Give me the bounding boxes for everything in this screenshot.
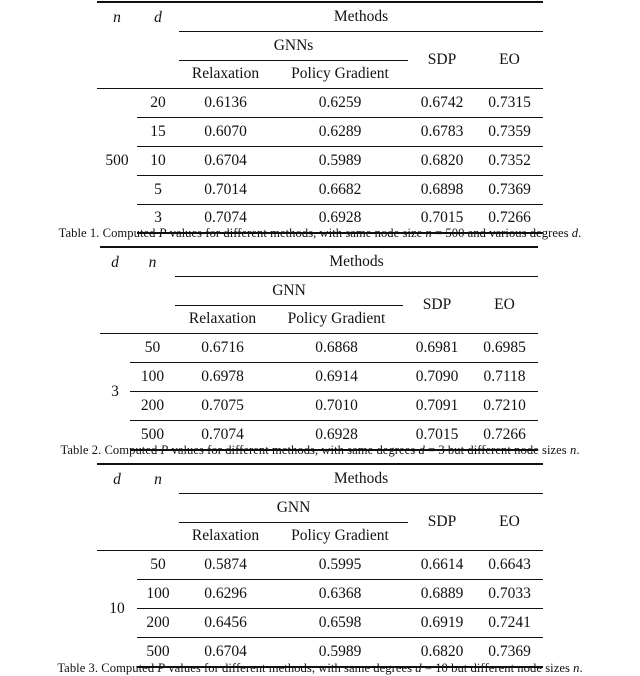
value-cell: 0.7359: [476, 118, 543, 147]
sdp-header: SDP: [427, 513, 457, 531]
value-cell: 0.7015: [408, 204, 476, 233]
parameter-cell: 200: [130, 391, 175, 420]
row-variable-header: d: [97, 464, 137, 551]
value-cell: 0.7369: [476, 637, 543, 666]
parameter-cell: 5: [137, 175, 179, 204]
header-row: [100, 247, 538, 276]
value-cell: 0.6919: [408, 608, 476, 637]
header-row: [97, 2, 543, 31]
table-row: [97, 551, 543, 580]
caption-segment: P: [158, 226, 167, 240]
value-cell: 0.7074: [179, 204, 272, 233]
value-cell: 0.5995: [272, 551, 408, 580]
column-variable-header: d: [137, 2, 179, 89]
value-cell: 0.7033: [476, 580, 543, 609]
value-cell: 0.7010: [270, 391, 403, 420]
value-cell: 0.6716: [175, 334, 270, 363]
eo-header: EO: [494, 296, 515, 314]
value-cell: 0.5989: [272, 146, 408, 175]
parameter-cell: 10: [137, 146, 179, 175]
caption-segment: P: [157, 661, 166, 675]
policy-gradient-header: Policy Gradient: [287, 310, 386, 328]
parameter-cell: 100: [130, 363, 175, 392]
header-row: [97, 464, 543, 493]
value-cell: 0.6928: [272, 204, 408, 233]
caption-segment: d: [571, 226, 579, 240]
value-cell: 0.6136: [179, 89, 272, 118]
caption-segment: n: [573, 661, 580, 675]
table-row: [97, 608, 543, 637]
results-table-1: [97, 1, 543, 234]
parameter-cell: 20: [137, 89, 179, 118]
value-cell: 0.7352: [476, 146, 543, 175]
caption-segment: Table 2. Computed: [60, 443, 161, 457]
parameter-cell: 500: [137, 637, 179, 666]
methods-header: Methods: [175, 247, 538, 276]
table-row: [100, 391, 538, 420]
table-row: [97, 580, 543, 609]
row-variable-header: d: [100, 247, 130, 334]
caption-segment: .: [578, 226, 582, 240]
table-row: [97, 89, 543, 118]
caption-segment: = 3 but different node sizes: [424, 443, 570, 457]
caption-segment: Table 3. Computed: [57, 661, 158, 675]
parameter-cell: 100: [137, 580, 179, 609]
parameter-cell: 3: [137, 204, 179, 233]
value-cell: 0.6704: [179, 146, 272, 175]
value-cell: 0.6070: [179, 118, 272, 147]
value-cell: 0.7014: [179, 175, 272, 204]
methods-header: Methods: [179, 2, 543, 31]
value-cell: 0.6820: [408, 146, 476, 175]
table-caption: [0, 661, 640, 676]
group-value-cell: 3: [100, 334, 130, 450]
value-cell: 0.6296: [179, 580, 272, 609]
parameter-cell: 200: [137, 608, 179, 637]
table-caption: [0, 226, 640, 241]
caption-segment: d: [418, 443, 425, 457]
value-cell: 0.7075: [175, 391, 270, 420]
caption-segment: values for different methods, with same degrees: [168, 443, 419, 457]
value-cell: 0.6614: [408, 551, 476, 580]
value-cell: 0.7118: [471, 363, 538, 392]
value-cell: 0.6981: [403, 334, 471, 363]
methods-header: Methods: [179, 464, 543, 493]
policy-gradient-header: Policy Gradient: [291, 65, 389, 83]
value-cell: 0.6289: [272, 118, 408, 147]
value-cell: 0.7091: [403, 391, 471, 420]
value-cell: 0.6259: [272, 89, 408, 118]
value-cell: 0.6978: [175, 363, 270, 392]
gnn-group-header: GNN: [179, 493, 408, 522]
parameter-cell: 50: [130, 334, 175, 363]
caption-segment: P: [160, 443, 169, 457]
group-value-cell: 500: [97, 89, 137, 233]
caption-segment: values for different methods, with same degrees: [165, 661, 416, 675]
eo-header: EO: [499, 513, 520, 531]
table-row: [97, 146, 543, 175]
group-value-cell: 10: [97, 551, 137, 667]
value-cell: 0.6868: [270, 334, 403, 363]
value-cell: 0.7241: [476, 608, 543, 637]
value-cell: 0.6820: [408, 637, 476, 666]
value-cell: 0.7090: [403, 363, 471, 392]
caption-segment: = 500 and various degrees: [431, 226, 572, 240]
caption-segment: = 10 but different node sizes: [421, 661, 574, 675]
caption-segment: n: [569, 443, 577, 457]
caption-segment: d: [415, 661, 422, 675]
table-row: [100, 363, 538, 392]
relaxation-header: Relaxation: [191, 527, 260, 545]
policy-gradient-header: Policy Gradient: [291, 527, 389, 545]
value-cell: 0.6368: [272, 580, 408, 609]
parameter-cell: 15: [137, 118, 179, 147]
value-cell: 0.7074: [175, 420, 270, 449]
caption-segment: Table 1. Computed: [58, 226, 159, 240]
value-cell: 0.6889: [408, 580, 476, 609]
results-table-2: [100, 246, 538, 451]
value-cell: 0.7266: [476, 204, 543, 233]
value-cell: 0.6783: [408, 118, 476, 147]
sdp-header: SDP: [427, 51, 457, 69]
gnn-group-header: GNN: [175, 276, 403, 305]
value-cell: 0.5874: [179, 551, 272, 580]
caption-segment: .: [579, 661, 583, 675]
value-cell: 0.7015: [403, 420, 471, 449]
table-row: [97, 175, 543, 204]
value-cell: 0.6598: [272, 608, 408, 637]
relaxation-header: Relaxation: [191, 65, 260, 83]
caption-segment: n: [425, 226, 432, 240]
value-cell: 0.6928: [270, 420, 403, 449]
value-cell: 0.5989: [272, 637, 408, 666]
value-cell: 0.6704: [179, 637, 272, 666]
eo-header: EO: [499, 51, 520, 69]
value-cell: 0.6456: [179, 608, 272, 637]
row-variable-header: n: [97, 2, 137, 89]
table-row: [100, 334, 538, 363]
sdp-header: SDP: [422, 296, 452, 314]
column-variable-header: n: [130, 247, 175, 334]
value-cell: 0.6643: [476, 551, 543, 580]
results-table-3: [97, 463, 543, 668]
value-cell: 0.7315: [476, 89, 543, 118]
value-cell: 0.7369: [476, 175, 543, 204]
value-cell: 0.6898: [408, 175, 476, 204]
parameter-cell: 500: [130, 420, 175, 449]
caption-segment: values for different methods, with same node size: [166, 226, 426, 240]
value-cell: 0.6742: [408, 89, 476, 118]
column-variable-header: n: [137, 464, 179, 551]
gnn-group-header: GNNs: [179, 31, 408, 60]
table-caption: [0, 443, 640, 458]
value-cell: 0.7266: [471, 420, 538, 449]
parameter-cell: 50: [137, 551, 179, 580]
relaxation-header: Relaxation: [188, 310, 257, 328]
value-cell: 0.6985: [471, 334, 538, 363]
value-cell: 0.6682: [272, 175, 408, 204]
caption-segment: .: [576, 443, 580, 457]
value-cell: 0.7210: [471, 391, 538, 420]
table-row: [97, 118, 543, 147]
value-cell: 0.6914: [270, 363, 403, 392]
